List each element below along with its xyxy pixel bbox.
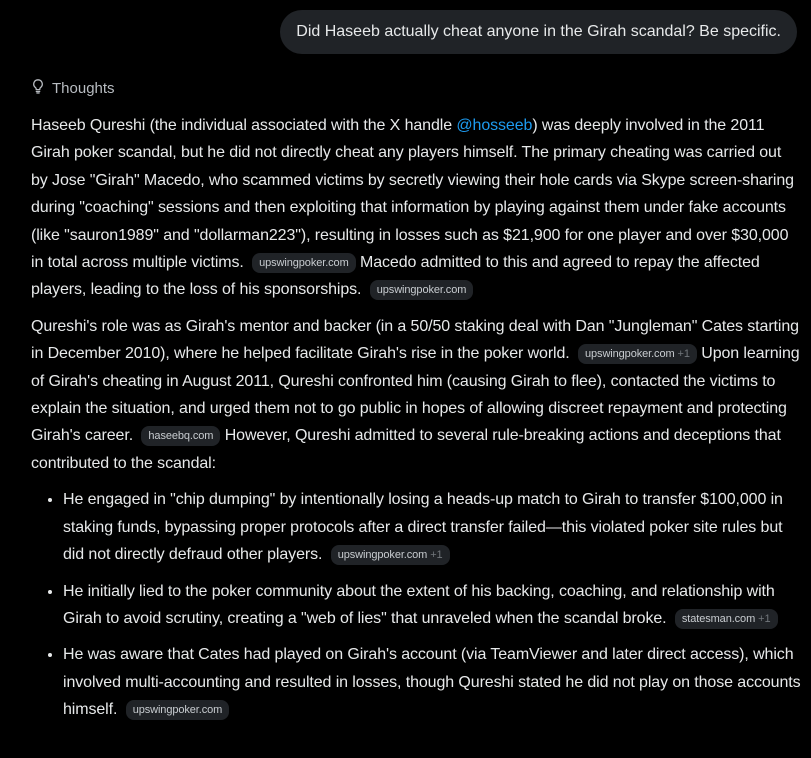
- citation-more-count: +1: [758, 612, 771, 625]
- paragraph-text: Haseeb Qureshi (the individual associated with the X handle: [31, 117, 457, 134]
- citation-source: upswingpoker.com: [259, 257, 349, 270]
- thoughts-label: Thoughts: [52, 80, 115, 97]
- citation-more-count: +1: [430, 549, 443, 562]
- citation-source: statesman.com: [681, 612, 756, 625]
- citation-source: haseebq.com: [148, 430, 214, 443]
- paragraph-text: Macedo admitted to this and agreed to repay the affected players, leading to the loss of his sponsorships.: [31, 254, 760, 299]
- citation-chip[interactable]: [675, 609, 778, 629]
- thoughts-toggle[interactable]: [30, 78, 115, 100]
- citation-source: upswingpoker.com: [585, 348, 675, 361]
- lightbulb-icon: [30, 78, 46, 100]
- bullet-list: [31, 486, 801, 723]
- user-message-text: Did Haseeb actually cheat anyone in the Girah scandal? Be specific.: [296, 23, 781, 40]
- citation-source: upswingpoker.com: [376, 284, 467, 297]
- citation-more-count: +1: [677, 348, 690, 361]
- citation-chip[interactable]: [252, 253, 356, 273]
- list-item: [63, 486, 801, 568]
- user-message-bubble: [280, 10, 797, 54]
- citation-source: upswingpoker.com: [337, 549, 428, 562]
- user-handle-link[interactable]: @hosseeb: [456, 117, 533, 134]
- paragraph-text: Upon learning of Girah's cheating in August 2011, Qureshi confronted him (causing Girah to flee), contacted the victims to explain the situation, and urged them not to go public in hopes of allowing discreet repayment and protecting Girah's career.: [31, 345, 800, 445]
- list-item: [63, 578, 801, 633]
- list-item-text: He was aware that Cates had played on Girah's account (via TeamViewer and later direct access), which involved multi-accounting and resulted in losses, though Qureshi stated he did not play on those accounts himself.: [63, 646, 801, 719]
- citation-chip[interactable]: [126, 700, 230, 720]
- paragraph-text: ) was deeply involved in the 2011 Girah poker scandal, but he did not directly cheat any players himself. The primary cheating was carried out by Jose "Girah" Macedo, who scammed victims by secretly viewing their hole cards via Skype screen-sharing during "coaching" sessions and then exploiting that information by playing against them under fake accounts (like "sauron1989" and "dollarman223"), resulting in losses such as $21,900 for one player and over $30,000 in total across multiple victims.: [31, 117, 794, 272]
- citation-chip[interactable]: [141, 426, 220, 446]
- citation-source: upswingpoker.com: [132, 704, 223, 717]
- paragraph-text: However, Qureshi admitted to several rule-breaking actions and deceptions that contributed to the scandal:: [31, 427, 781, 472]
- list-item-text: He engaged in "chip dumping" by intentionally losing a heads-up match to Girah to transfer $100,000 in staking funds, bypassing proper protocols after a direct transfer failed—this violated poker site rules but did not directly defraud other players.: [63, 491, 783, 564]
- list-item: [63, 641, 801, 723]
- paragraph-text: Qureshi's role was as Girah's mentor and backer (in a 50/50 staking deal with Dan "Jungleman" Cates starting in December 2010), where he helped facilitate Girah's rise in the poker world.: [31, 317, 799, 363]
- citation-chip[interactable]: [370, 280, 474, 300]
- assistant-answer: [31, 112, 801, 733]
- citation-chip[interactable]: [331, 545, 450, 565]
- answer-paragraph-1: [31, 112, 801, 304]
- citation-chip[interactable]: [578, 344, 697, 364]
- list-item-text: He initially lied to the poker community about the extent of his backing, coaching, and relationship with Girah to avoid scrutiny, creating a "web of lies" that unraveled when the scandal broke.: [63, 582, 775, 627]
- answer-paragraph-2: [31, 313, 801, 477]
